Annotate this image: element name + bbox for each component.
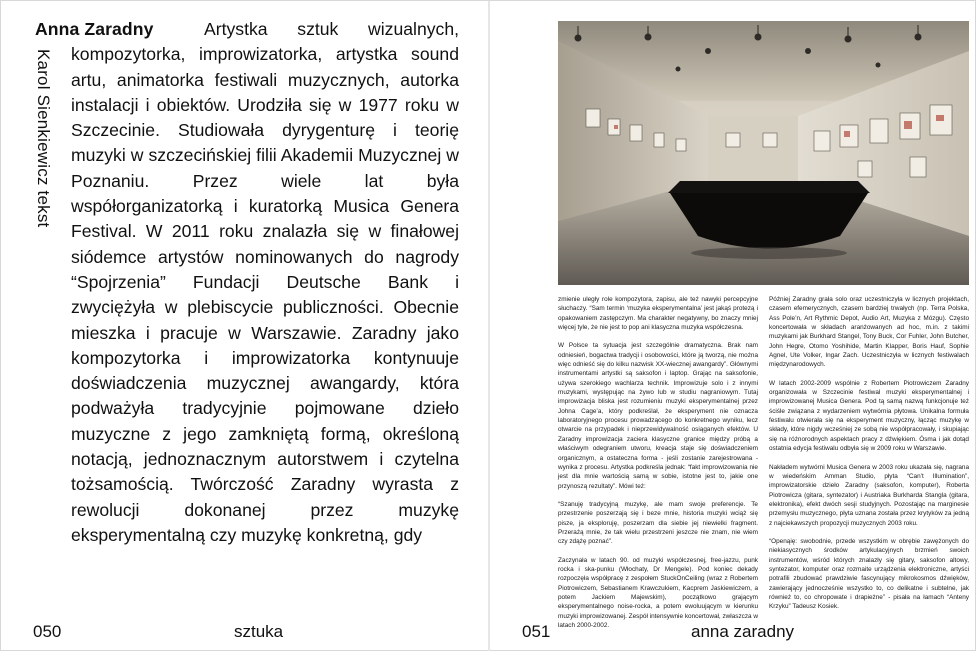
column-right-paragraph-3: Nakładem wytwórni Musica Genera w 2003 roku ukazała się, nagrana w wiedeńskim Amman Studio, płyta “Can’t Illumination”, improwizatorskie dzieło Zaradny (saksofon, komputer), Roberta Piotrowicza (gitara, syntezator) i Austriaka Burkharda Stangla (gitara, elektronika), efekt dwóch sesji studyjnych. Pozostając na marginesie przemysłu muzycznego, płyta uznana została przez krytyków za jedną z najciekawszych propozycji muzycznych 2003 roku.	[769, 463, 969, 527]
left-section-label: sztuka	[234, 622, 284, 641]
page-gutter	[488, 1, 490, 651]
column-right-paragraph-2: W latach 2002-2009 wspólnie z Robertem Piotrowiczem Zaradny organizowała w Szczecinie festiwal muzyki eksperymentalnej i improwizowanej Musica Genera. Pod tą samą nazwą funkcjonuje też ściśle związana z wydarzeniem wytwórnia płytowa. Unikalna formuła festiwalu otwierała się na eksperyment muzyczny, łącząc muzykę w składy, które nigdy wcześniej ze sobą nie współpracowały, i skupiając się na różnorodnych aspektach pracy z dźwiękiem. Ósma i jak dotąd ostatnia edycja festiwalu odbyła się w 2009 roku w Warszawie.	[769, 379, 969, 453]
gallery-photo-illustration	[558, 21, 969, 285]
bio-paragraph: Artystka sztuk wizualnych, kompozytorka, improwizatorka, artystka sound artu, animatorka festiwali muzycznych, autorka instalacji i obiektów. Urodziła się w 1977 roku w Szczecinie. Studiowała dyrygenturę i teorię muzyki w szczecińskiej filii Akademii Muzycznej w Poznaniu. Przez wiele lat była współorganizatorką i kuratorką Musica Genera Festival. W 2011 roku znalazła się w finałowej siódemce artystów nominowanych do nagrody “Spojrzenia” Fundacji Deutsche Bank i zwyciężyła w plebiscycie publiczności. Obecnie mieszka i pracuje w Warszawie. Zaradny jako kompozytorka i improwizatorka kontynuuje doświadczenia muzycznej awangardy, która podważyła tradycyjnie pojmowane dzieło muzyczne z jego zamkniętą formą, określoną notacją, jednoznacznym autorstwem i czytelna tożsamością. Twórczość Zaradny wyrasta z rewolucji dokonanej przez muzykę eksperymentalną czy muzykę konkretną, gdy	[71, 19, 459, 545]
gallery-installation-photo	[558, 21, 969, 285]
column-left-paragraph-3: Zaczynała w latach 90. od muzyki współczesnej, free-jazzu, punk rocka i ska-punku (Włochaty, Dr Mengele). Pod koniec dekady rozpoczęła współpracę z zespołem StuckOnCeiling (wraz z Robertem Piotrowiczem, Sebastianem Krawczukiem, Kacprem Jaskiewiczem, a potem Jackiem Majewskim), początkowo grającym eksperymentalnego noise-rocka, a potem ewoluującym w kierunku muzyki improwizowanej. Zespół intensywnie koncertował, zwłaszcza w latach 2000-2002.	[558, 556, 758, 629]
running-head: anna zaradny	[691, 622, 795, 641]
column-right-quote: “Openąię: swobodnie, przede wszystkim w obrębie zawężonych do niekiasycznych środków artykulacyjnych brzmień swoich instrumentów, wśród których znalazły się gitary, saksofon altowy, syntezator, komputer oraz rozmaite urządzenia elektroniczne, artyści potrafili zbudować prawdziwie fascynujący mikrokosmos dźwięków, zawierający jednocześnie wszystko to, co delikatne i subtelne, jak również to, co chropowate i drapieżne” - pisała na łamach “Anteny Krzyku” Tadeusz Kosiek.	[769, 537, 969, 611]
text-column-left	[558, 295, 758, 639]
right-page-number: 051	[522, 622, 551, 641]
text-column-right	[769, 295, 969, 621]
column-left-quote: “Szanuję tradycyjną muzykę, ale mam swoje preferencje. Te przestrzenie poszerzają się i beze mnie, historia muzyki wciąż się pisze, ja eksploruję, poszerzam dla siebie jej niewielki fragment. Przerażą mnie, że tak wielu przestrzeni jeszcze nie znam, nie wiem czy zdążę poznać”.	[558, 500, 758, 546]
artist-name: Anna Zaradny	[35, 19, 154, 39]
left-page-number: 050	[33, 622, 62, 641]
column-left-paragraph-1: zmienie uległy role kompozytora, zapisu, ale też nawyki percepcyjne słuchaczy. “Sam termin ‘muzyka eksperymentalna’ jest jakąś protezą i opakowaniem zastępczym. Ma charakter negatywny, bo znaczy mniej więcej tyle, że nie jest to pop ani klasyczna muzyka współczesna.	[558, 296, 758, 332]
column-left-paragraph-2: W Polsce ta sytuacja jest szczególnie dramatyczna. Brak nam odniesień, bogactwa tradycji i osobowości, które ją tworzą, nie można więc odnieść się do kilku nazwisk XX-wiecznej awangardy”. Głównymi instrumentami artystki są saksofon i laptop. Grając na saksofonie, używa szerokiego wachlarza technik. Improwizuje solo i z innymi muzykami, występując na żywo lub w studiu nagraniowym. Tutaj improwizacja bliska jest rozumieniu muzyki eksperymentalnej przez Johna Cage’a, który podkreślał, że eksperyment nie oznacza laboratoryjnego procesu prowadzącego do konkretnego wyniku, lecz otwarcie na przypadek i nieprzewidywalność osiąganych efektów. U Zaradny improwizacja zaciera klasyczne granice między próbą a właściwym odegraniem utworu, kreacja staje się doświadczeniem organicznym, a ostateczna forma - jeśli zostanie zarejestrowana - wynika z procesu. Artystka podkreśla jednak: “fakt improwizowania nie jest dla mnie wartością samą w sobie, istotne jest to, jakie one przynoszą rezultaty”. Mówi też:	[558, 342, 758, 490]
column-right-paragraph-1: Później Zaradny grała solo oraz uczestniczyła w licznych projektach, czasem efemerycznych, czasem bardziej trwałych (np. Terra Polska, Ass Pole’n, Art Rythmic Depot, Audio Art, Muzyka z Mózgu). Często koncertowała w składach aranżowanych ad hoc, m.in. z takimi muzykami jak Burkhard Stangel, Tony Buck, Cor Fuhler, John Butcher, John Hegre, Otomo Yoshihide, Martin Klapper, Boris Hauf, Sophie Agnel, Ute Volker, Ingar Zach. Uczestniczyła w licznych festiwalach międzynarodowych.	[769, 296, 969, 369]
author-credit: Karol Sienkiewicz tekst	[34, 49, 53, 228]
